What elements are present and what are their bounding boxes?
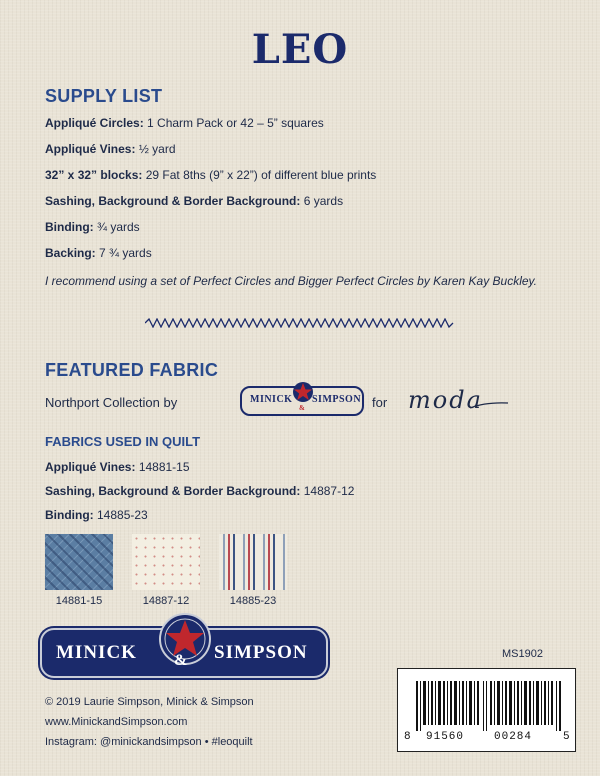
supply-item-value: 7 ¾ yards — [99, 246, 152, 260]
supply-item-label: Backing: — [45, 246, 96, 260]
minick-simpson-logo — [40, 628, 328, 678]
supply-item — [45, 142, 176, 156]
fabric-item-value: 14887-12 — [303, 484, 355, 498]
supply-item-label: 32” x 32” blocks: — [45, 168, 143, 182]
page-title: LEO — [251, 26, 349, 73]
barcode-group-2: 00284 — [494, 731, 533, 743]
swatch-caption: 14887-12 — [142, 595, 190, 607]
swatch-caption: 14881-15 — [55, 595, 103, 607]
website-link[interactable]: www.MinickandSimpson.com — [45, 716, 188, 728]
fabric-item-value: 14881-15 — [138, 460, 190, 474]
barcode-group-1: 91560 — [426, 731, 465, 743]
fabric-item — [45, 484, 354, 498]
star-icon — [292, 381, 314, 403]
fabric-swatch-stripe — [219, 534, 287, 590]
supply-item-value: ¾ yards — [97, 220, 140, 234]
supply-list-heading: SUPPLY LIST — [45, 86, 163, 106]
moda-logo: moda — [408, 386, 483, 414]
copyright-text: © 2019 Laurie Simpson, Minick & Simpson — [45, 696, 254, 708]
supply-item-label: Sashing, Background & Border Background: — [45, 194, 301, 208]
barcode-digit-right: 5 — [563, 731, 570, 743]
logo-right-text: SIMPSON — [214, 642, 308, 663]
instagram-text: Instagram: @minickandsimpson • #leoquilt — [45, 736, 253, 748]
supply-note: I recommend using a set of Perfect Circles and Bigger Perfect Circles by Karen Kay Buckley. — [45, 274, 537, 288]
supply-item — [45, 194, 343, 208]
minick-simpson-badge — [240, 386, 364, 416]
fabric-swatch-cream — [132, 534, 200, 590]
fabric-item — [45, 460, 190, 474]
moda-swoosh-icon — [470, 400, 510, 412]
fabric-item-label: Sashing, Background & Border Background: — [45, 484, 301, 498]
supply-item-value: ½ yard — [138, 142, 176, 156]
fabric-swatch-blue — [45, 534, 113, 590]
badge-left-text: MINICK — [250, 394, 293, 405]
barcode-bars — [416, 681, 562, 731]
pattern-code: MS1902 — [502, 648, 543, 660]
supply-item-value: 6 yards — [303, 194, 344, 208]
featured-fabric-heading: FEATURED FABRIC — [45, 360, 219, 380]
supply-item-label: Appliqué Vines: — [45, 142, 136, 156]
supply-item — [45, 116, 324, 130]
logo-amp: & — [174, 652, 188, 669]
badge-amp: & — [299, 404, 305, 412]
supply-item-label: Binding: — [45, 220, 94, 234]
supply-item — [45, 168, 376, 182]
collection-text: Northport Collection by — [45, 395, 178, 410]
logo-left-text: MINICK — [56, 642, 137, 663]
fabric-item — [45, 508, 148, 522]
barcode-digit-left: 8 — [404, 731, 411, 743]
supply-item — [45, 220, 140, 234]
fabrics-used-heading: FABRICS USED IN QUILT — [45, 434, 201, 449]
for-text: for — [372, 395, 388, 410]
supply-item-value: 29 Fat 8ths (9” x 22”) of different blue prints — [145, 168, 377, 182]
zigzag-divider — [145, 318, 455, 328]
fabric-item-label: Binding: — [45, 508, 94, 522]
supply-item-value: 1 Charm Pack or 42 – 5” squares — [147, 116, 324, 130]
supply-item-label: Appliqué Circles: — [45, 116, 144, 130]
fabric-item-value: 14885-23 — [97, 508, 148, 522]
supply-item — [45, 246, 152, 260]
barcode — [397, 668, 576, 752]
fabric-item-label: Appliqué Vines: — [45, 460, 136, 474]
swatch-caption: 14885-23 — [229, 595, 277, 607]
badge-right-text: SIMPSON — [312, 394, 362, 405]
